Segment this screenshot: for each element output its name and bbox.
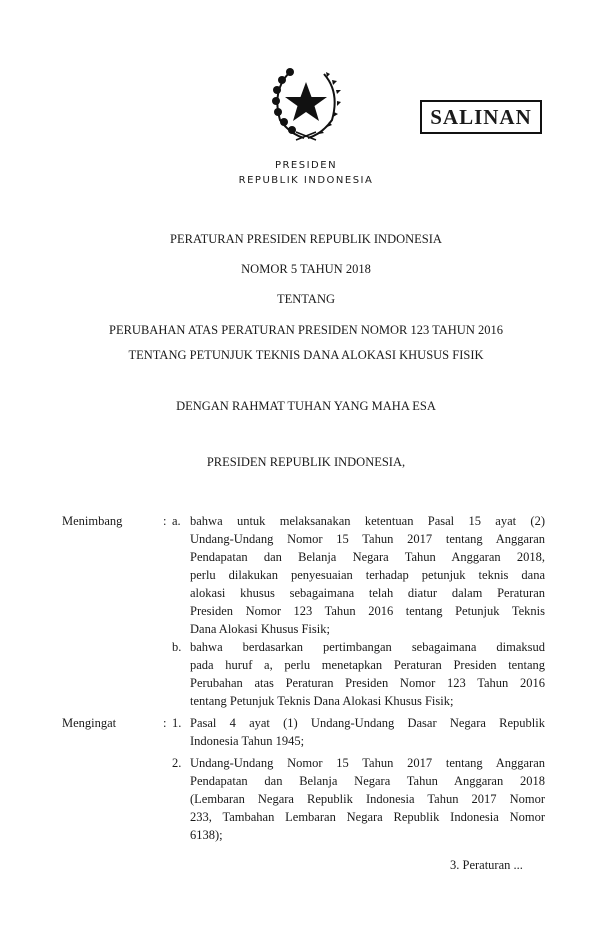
item-line: Dana Alokasi Khusus Fisik; <box>190 622 330 636</box>
item-marker: b. <box>172 640 182 654</box>
menimbang-colon: : <box>163 514 167 528</box>
item-line: Undang-Undang Nomor 15 Tahun 2017 tentang Anggaran <box>190 756 545 770</box>
item-marker: a. <box>172 514 181 528</box>
item-line: Perubahan atas Peraturan Presiden Nomor 123 Tahun 2016 <box>190 676 545 690</box>
item-line: Pendapatan dan Belanja Negara Tahun Anggaran 2018 <box>190 774 545 788</box>
item-line: perlu dilakukan penyesuaian terhadap petunjuk teknis dana <box>190 568 545 582</box>
subject-line-1: PERUBAHAN ATAS PERATURAN PRESIDEN NOMOR 123 TAHUN 2016 <box>109 323 503 337</box>
subject-line-2: TENTANG PETUNJUK TEKNIS DANA ALOKASI KHUSUS FISIK <box>128 348 484 362</box>
item-line: bahwa berdasarkan pertimbangan sebagaimana dimaksud <box>190 640 545 654</box>
item-marker: 1. <box>172 716 182 730</box>
item-line: bahwa untuk melaksanakan ketentuan Pasal 15 ayat (2) <box>190 514 545 528</box>
item-line: Pendapatan dan Belanja Negara Tahun Anggaran 2018, <box>190 550 545 564</box>
item-line: tentang Petunjuk Teknis Dana Alokasi Khusus Fisik; <box>190 694 454 708</box>
mengingat-label: Mengingat <box>62 716 117 730</box>
item-line: Pasal 4 ayat (1) Undang-Undang Dasar Negara Republik <box>190 716 545 730</box>
item-line: Presiden Nomor 123 Tahun 2016 tentang Petunjuk Teknis <box>190 604 545 618</box>
mengingat-colon: : <box>163 716 167 730</box>
item-line: 6138); <box>190 828 223 842</box>
menimbang-label: Menimbang <box>62 514 123 528</box>
item-marker: 2. <box>172 756 182 770</box>
salinan-stamp: SALINAN <box>420 100 542 134</box>
regulation-number: NOMOR 5 TAHUN 2018 <box>241 262 371 276</box>
invocation: DENGAN RAHMAT TUHAN YANG MAHA ESA <box>176 399 436 413</box>
item-line: Indonesia Tahun 1945; <box>190 734 305 748</box>
item-line: Undang-Undang Nomor 15 Tahun 2017 tentang Anggaran <box>190 532 545 546</box>
item-line: pada huruf a, perlu menetapkan Peraturan Presiden tentang <box>190 658 545 672</box>
garuda-star-emblem-icon <box>268 62 344 142</box>
office-line-2: REPUBLIK INDONESIA <box>238 175 374 186</box>
item-line: alokasi khusus sebagaimana telah diatur dalam Peraturan <box>190 586 545 600</box>
page-continuation: 3. Peraturan ... <box>450 858 523 872</box>
item-line: (Lembaran Negara Republik Indonesia Tahun 2017 Nomor <box>190 792 545 806</box>
regulation-title: PERATURAN PRESIDEN REPUBLIK INDONESIA <box>170 232 442 246</box>
tentang-heading: TENTANG <box>276 292 335 306</box>
office-line-1: PRESIDEN <box>274 160 338 171</box>
president-heading: PRESIDEN REPUBLIK INDONESIA, <box>206 455 406 469</box>
item-line: 233, Tambahan Lembaran Negara Republik Indonesia Nomor <box>190 810 545 824</box>
